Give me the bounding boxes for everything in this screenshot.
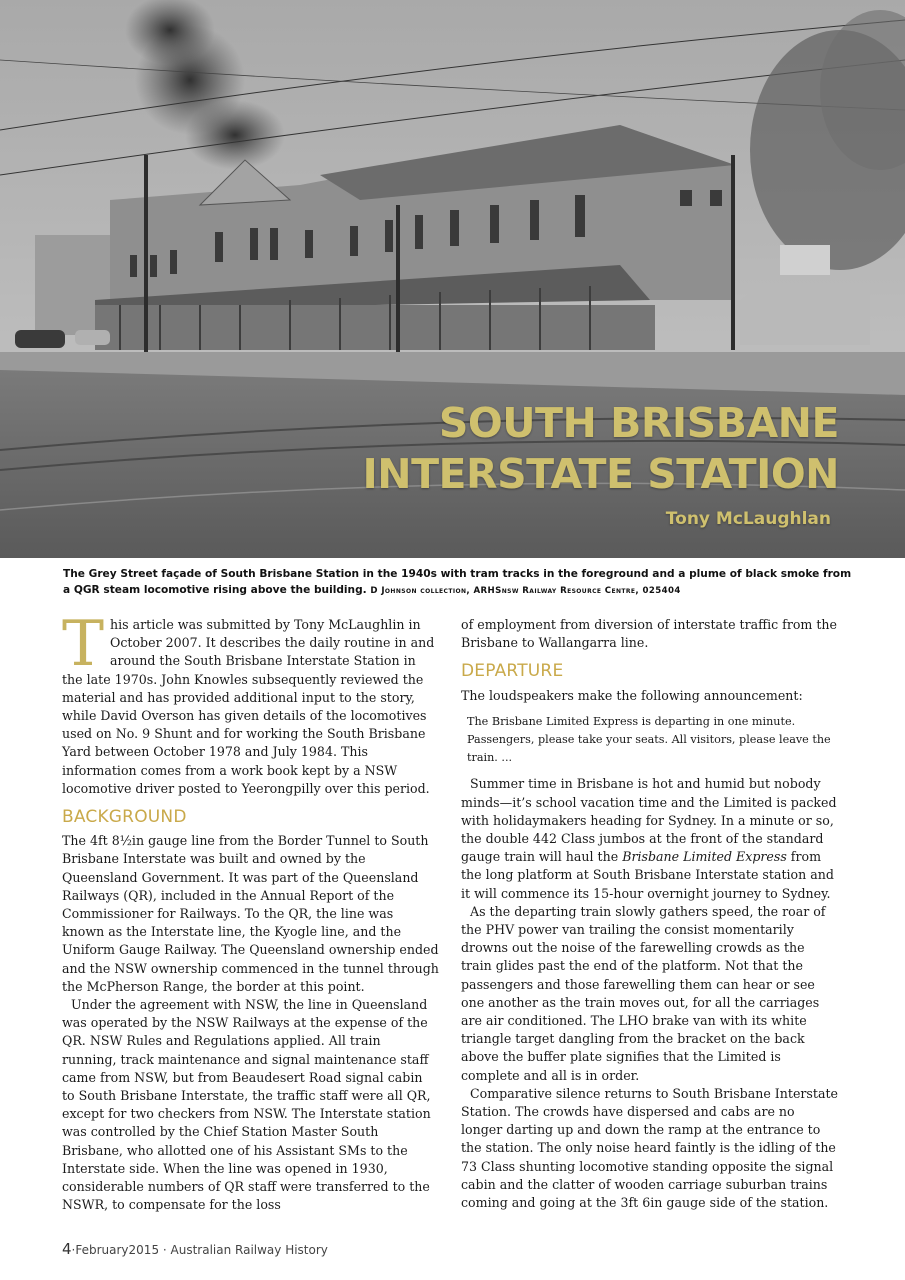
photo-caption <box>63 566 853 599</box>
drop-cap: T <box>62 607 105 680</box>
background-paragraph-2: Under the agreement with NSW, the line in Queensland was operated by the NSW Railways at the expense of the QR. NSW Rules and Regulations applied. All train running, track maintenance and signal maintenance staff came from NSW, but from Beaudesert Road signal cabin to South Brisbane Interstate, the traffic staff were all QR, except for two checkers from NSW. The Interstate station was controlled by the Chief Station Master South Brisbane, who allotted one of his Assistant SMs to the Interstate side. When the line was opened in 1930, considerable numbers of QR staff were transferred to the NSWR, to compensate for the loss <box>62 997 431 1213</box>
departure-p2-end: from the long platform at South Brisbane Interstate station and it will commence its 15-hour overnight journey to Sydney. <box>461 849 834 901</box>
author-name: Tony McLaughlan <box>665 509 831 529</box>
heading-background: BACKGROUND <box>62 807 187 828</box>
background-paragraph-1: The 4ft 8½in gauge line from the Border Tunnel to South Brisbane Interstate was built and owned by the Queensland Government. It was part of the Queensland Railways (QR), included in the Annual Report of the Commissioner for Railways. To the QR, the line was known as the Interstate line, the Kyogle line, and the Uniform Gauge Railway. The Queensland ownership ended and the NSW ownership commenced in the tunnel through the McPherson Range, the border at this point. <box>62 833 439 994</box>
left-column <box>62 607 439 1215</box>
title-line-2: INTERSTATE STATION <box>362 450 839 498</box>
footer-text: ·February2015 · Australian Railway History <box>71 1243 328 1257</box>
departure-paragraph-3: As the departing train slowly gathers speed, the roar of the PHV power van trailing the consist momentarily drowns out the noise of the farewelling crowds as the train glides past the end of the platform. Not that the passengers and those farewelling them can hear or see one another as the train moves out, for all the carriages are air conditioned. The LHO brake van with its white triangle target dangling from the bracket on the back above the buffer plate signifies that the Limited is complete and all is in order. <box>461 903 826 1083</box>
departure-paragraph-4: Comparative silence returns to South Brisbane Interstate Station. The crowds have dispersed and cabs are no longer darting up and down the ramp at the entrance to the station. The only noise heard faintly is the idling of the 73 Class shunting locomotive standing opposite the signal cabin and the clatter of wooden carriage suburban trains coming and going at the 3ft 6in gauge side of the station. <box>461 1085 838 1211</box>
intro-paragraph <box>62 607 439 798</box>
intro-text: his article was submitted by Tony McLaughlin in October 2007. It describes the daily routine in and around the South Brisbane Interstate Station in the late 1970s. John Knowles subsequently reviewed the material and has provided additional input to the story, while David Overson has given details of the locomotives used on No. 9 Shunt and for working the South Brisbane Yard between October 1978 and July 1984. This information comes from a work book kept by a NSW locomotive driver posted to Yeerongpilly over this period. <box>62 617 435 796</box>
announcement-quote: The Brisbane Limited Express is departing in one minute. Passengers, please take your seats. All visitors, please leave the train. ... <box>467 714 831 765</box>
heading-departure: DEPARTURE <box>461 661 564 682</box>
right-column <box>461 616 839 1212</box>
departure-p2-start: Summer time in Brisbane is hot and humid but nobody minds—it’s school vacation time and the Limited is packed with holidaymakers heading for Sydney. In a minute or so, the double 442 Class jumbos at the front of the standard gauge train will haul the <box>461 776 837 865</box>
hero-photo <box>0 0 905 558</box>
departure-paragraph-2 <box>461 775 839 902</box>
background-paragraph-2-continued: of employment from diversion of interstate traffic from the Brisbane to Wallangarra line. <box>461 617 837 651</box>
caption-credit: D Johnson collection, ARHSnsw Railway Resource Centre, 025404 <box>370 586 681 596</box>
page-number: 4 <box>62 1240 72 1258</box>
title-line-1: SOUTH BRISBANE <box>438 399 839 447</box>
departure-paragraph-1: The loudspeakers make the following announcement: <box>461 687 803 703</box>
train-name: Brisbane Limited Express <box>622 849 787 865</box>
page-footer <box>62 1240 328 1258</box>
caption-text: The Grey Street façade of South Brisbane Station in the 1940s with tram tracks in the foreground and a plume of black smoke from a QGR steam locomotive rising above the building. <box>63 568 852 596</box>
article-title <box>363 398 839 500</box>
